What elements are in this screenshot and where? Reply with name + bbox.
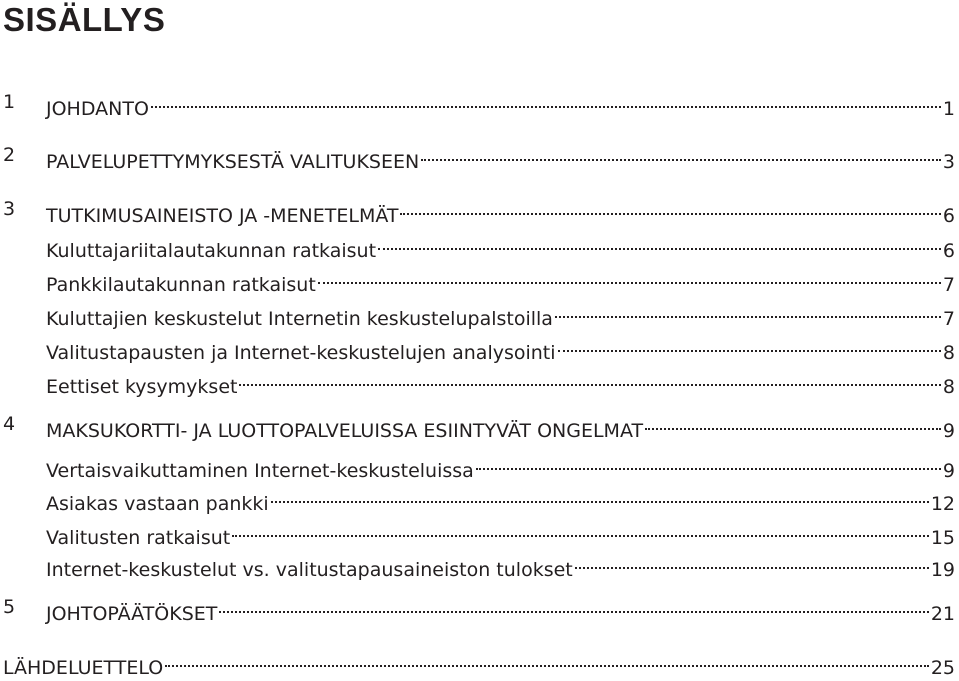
toc-leader <box>151 89 941 115</box>
toc-page: 6 <box>942 240 955 262</box>
toc-entry-kuluttajien-keskustelut[interactable] <box>0 299 955 330</box>
toc-leader <box>232 518 929 544</box>
toc-page: 8 <box>942 376 955 398</box>
toc-number: 2 <box>3 144 16 166</box>
toc-leader <box>318 265 941 291</box>
toc-text: JOHTOPÄÄTÖKSET <box>46 603 218 625</box>
toc-text: PALVELUPETTYMYKSESTÄ VALITUKSEEN <box>46 151 420 173</box>
toc-text: JOHDANTO <box>46 98 149 120</box>
toc-page: 9 <box>942 460 955 482</box>
toc-text: Valitustapausten ja Internet-keskustelujen analysointi <box>46 342 556 364</box>
toc-entry-valitustapausten-analysointi[interactable] <box>0 333 955 364</box>
toc-page: 12 <box>930 493 955 515</box>
toc-entry-pankkilautakunta[interactable] <box>0 265 955 296</box>
toc-entry-asiakas-vastaan-pankki[interactable] <box>0 484 955 515</box>
toc-entry-internet-keskustelut-vs[interactable] <box>0 550 955 581</box>
toc-text: LÄHDELUETTELO <box>3 657 164 679</box>
toc-text: Vertaisvaikuttaminen Internet-keskusteluissa <box>46 460 474 482</box>
toc-text: Asiakas vastaan pankki <box>46 493 269 515</box>
toc-text: TUTKIMUSAINEISTO JA -MENETELMÄT <box>46 205 399 227</box>
toc-page: 8 <box>942 342 955 364</box>
toc-text: Internet-keskustelut vs. valitustapausaineiston tulokset <box>46 559 573 581</box>
toc-number: 3 <box>3 198 16 220</box>
toc-page: 15 <box>930 527 955 549</box>
toc-entry-maksukortti[interactable] <box>0 411 955 442</box>
toc-leader <box>165 648 929 674</box>
toc-number: 1 <box>3 91 16 113</box>
toc-entry-johtopaatokset[interactable] <box>0 594 955 625</box>
toc-leader <box>378 231 941 257</box>
toc-page: 7 <box>942 274 955 296</box>
toc-number: 5 <box>3 596 16 618</box>
toc-entry-kuluttajariitalautakunta[interactable] <box>0 231 955 262</box>
toc-number: 4 <box>3 413 16 435</box>
toc-leader <box>575 550 929 576</box>
toc-leader <box>400 196 940 222</box>
toc-leader <box>555 299 941 325</box>
toc-text: Kuluttajariitalautakunnan ratkaisut <box>46 240 377 262</box>
toc-leader <box>239 367 940 393</box>
toc-page: 19 <box>930 559 955 581</box>
toc-text: Eettiset kysymykset <box>46 376 238 398</box>
toc-page: 21 <box>930 603 955 625</box>
toc-entry-johdanto[interactable] <box>0 89 955 120</box>
toc-leader <box>271 484 929 510</box>
toc-text: Pankkilautakunnan ratkaisut <box>46 274 316 296</box>
toc-page: 7 <box>942 308 955 330</box>
toc-leader <box>645 411 941 437</box>
toc-text: Kuluttajien keskustelut Internetin keskustelupalstoilla <box>46 308 553 330</box>
toc-page: 3 <box>942 151 955 173</box>
toc-entry-eettiset-kysymykset[interactable] <box>0 367 955 398</box>
toc-entry-lahdeluettelo[interactable] <box>0 648 955 679</box>
toc-page: 25 <box>930 657 955 679</box>
toc-text: MAKSUKORTTI- JA LUOTTOPALVELUISSA ESIINTYVÄT ONGELMAT <box>46 420 644 442</box>
toc-page: 9 <box>942 420 955 442</box>
toc-leader <box>219 594 928 620</box>
toc-leader <box>421 142 941 168</box>
toc-entry-palvelupettymyksesta[interactable] <box>0 142 955 173</box>
toc-leader <box>558 333 941 359</box>
toc-entry-tutkimusaineisto[interactable] <box>0 196 955 227</box>
toc-entry-vertaisvaikuttaminen[interactable] <box>0 451 955 482</box>
toc-text: Valitusten ratkaisut <box>46 527 231 549</box>
toc-entry-valitusten-ratkaisut[interactable] <box>0 518 955 549</box>
toc-leader <box>476 451 941 477</box>
page-title: SISÄLLYS <box>3 1 166 38</box>
toc-page: 6 <box>942 205 955 227</box>
toc-page: 1 <box>942 98 955 120</box>
